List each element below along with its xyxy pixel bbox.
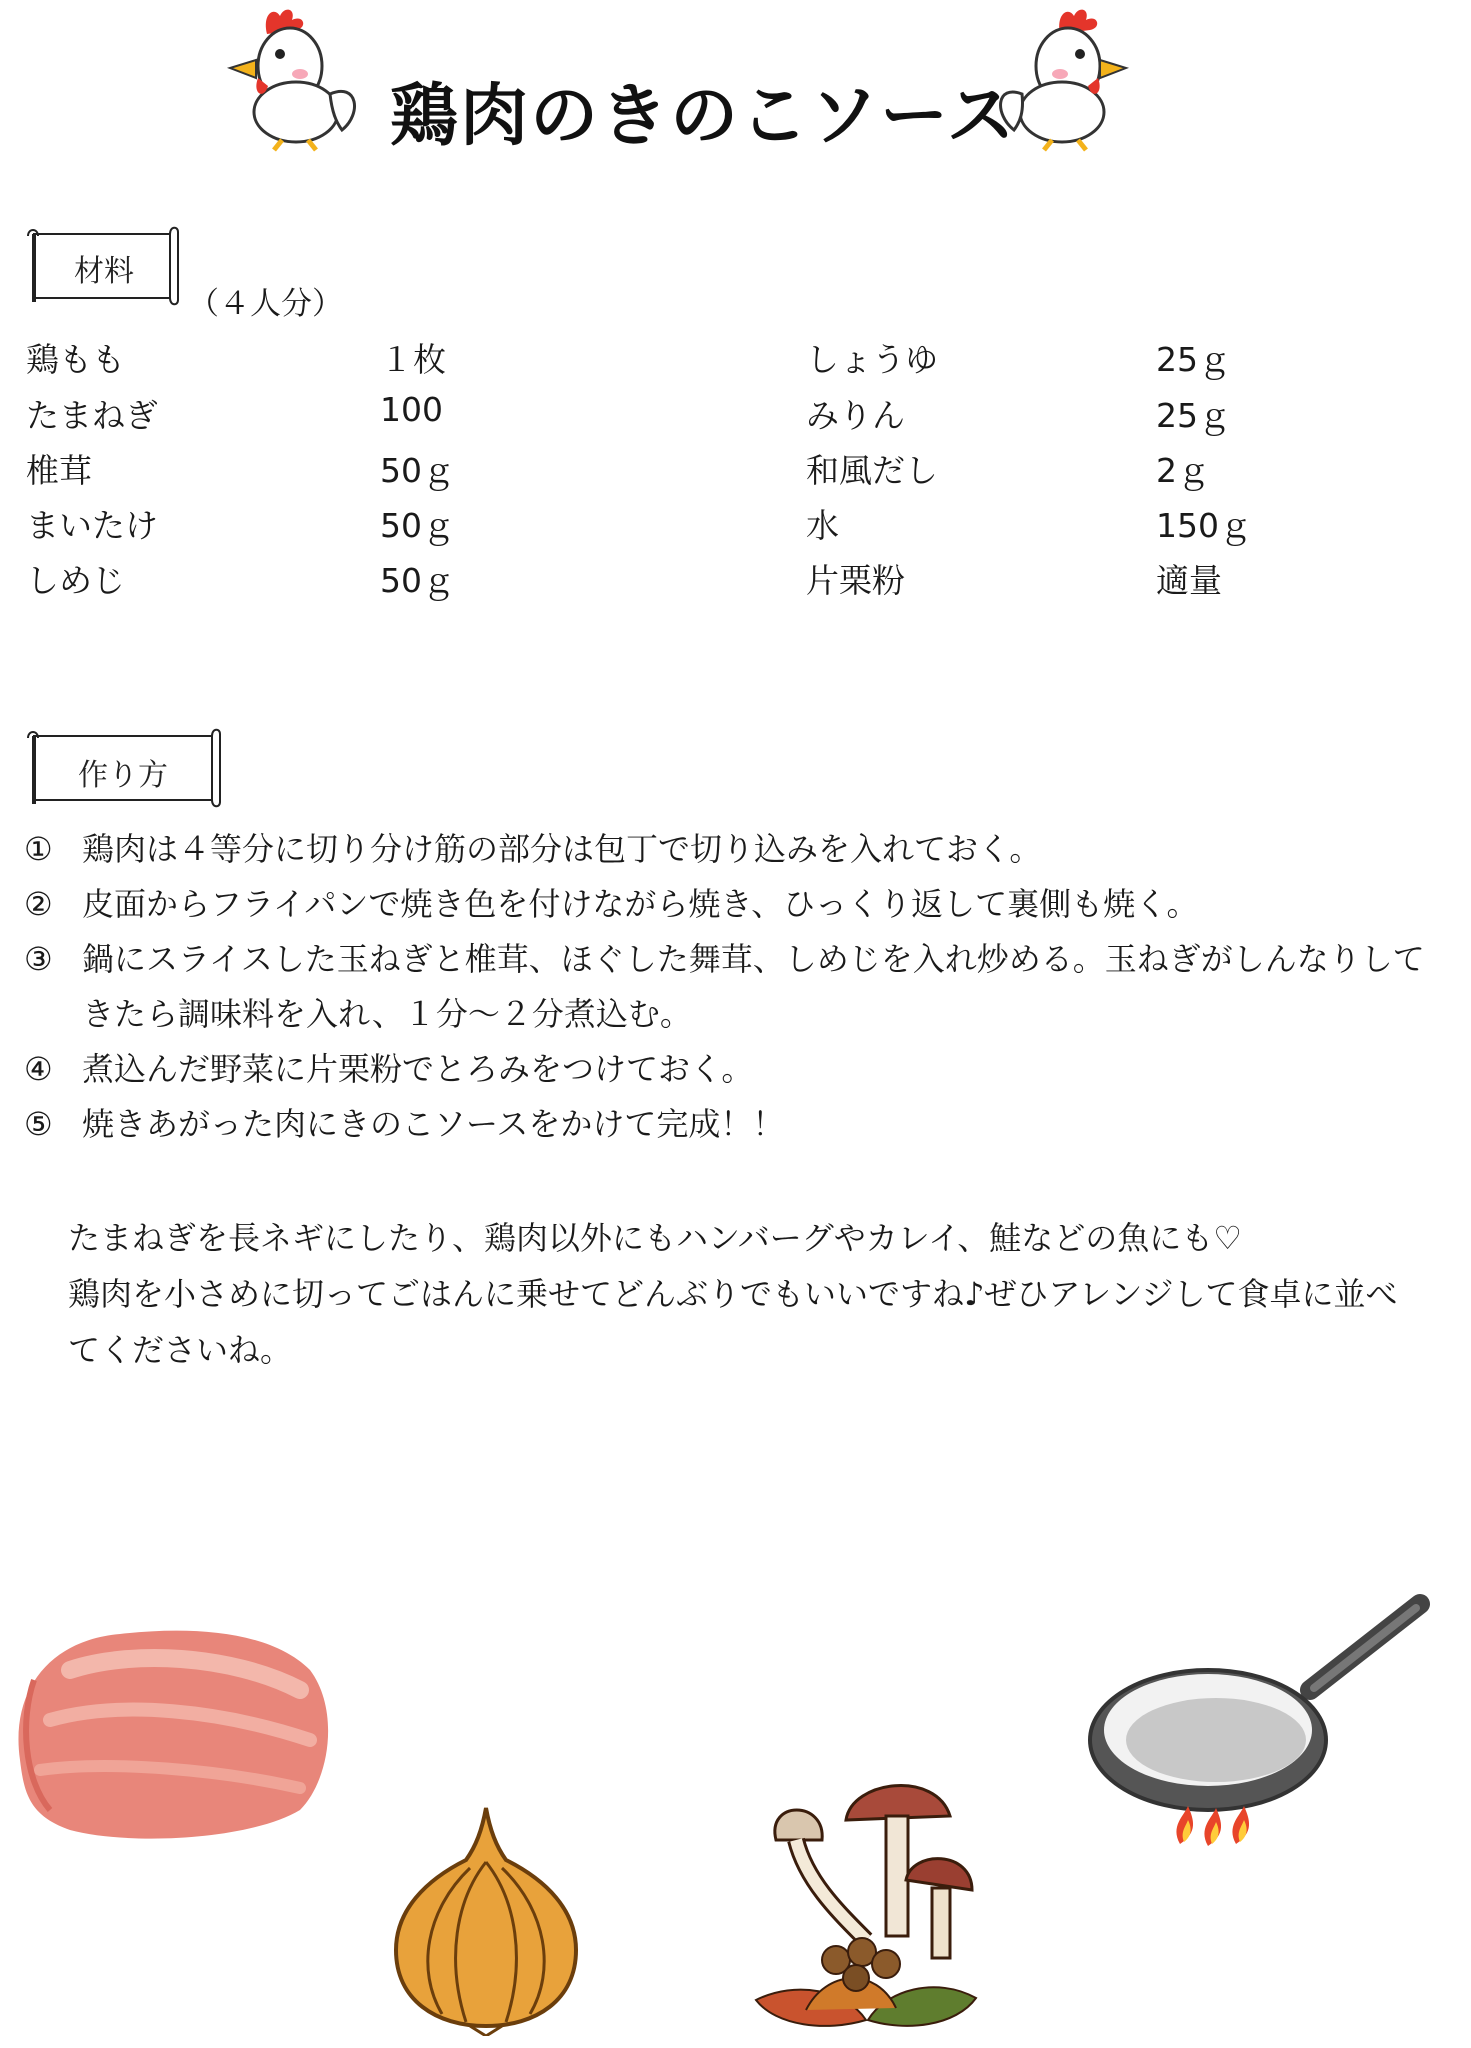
- ingredient-name: 和風だし: [806, 451, 938, 490]
- ingredient-amount: １枚: [380, 340, 446, 379]
- ingredient-amount: 2ｇ: [1156, 451, 1210, 490]
- step-number: ⑤: [24, 1105, 53, 1143]
- step-item: [24, 1042, 1454, 1097]
- ingredient-amount: 25ｇ: [1156, 340, 1231, 379]
- steps-list: [24, 822, 1454, 1152]
- mushrooms-icon: [736, 1770, 998, 2040]
- ingredient-amount: 50ｇ: [380, 451, 455, 490]
- step-text: 焼きあがった肉にきのこソースをかけて完成！！: [82, 1105, 785, 1143]
- step-text: 煮込んだ野菜に片栗粉でとろみをつけておく。: [82, 1050, 754, 1088]
- step-number: ①: [24, 830, 53, 868]
- note-line: たまねぎを長ネギにしたり、鶏肉以外にもハンバーグやカレイ、鮭などの魚にも♡: [68, 1219, 1242, 1257]
- ingredient-amount: 100: [380, 390, 443, 429]
- step-text: 鶏肉は４等分に切り分け筋の部分は包丁で切り込みを入れておく。: [82, 830, 1042, 868]
- note-line: てくださいね。: [68, 1331, 293, 1369]
- ingredient-name: 水: [806, 506, 839, 545]
- ingredient-amount: 50ｇ: [380, 561, 455, 600]
- step-item: [24, 932, 1454, 1042]
- ingredient-name: みりん: [806, 396, 905, 435]
- ingredient-name: たまねぎ: [26, 396, 158, 435]
- page-title: 鶏肉のきのこソース: [390, 77, 1017, 156]
- servings: （４人分）: [188, 286, 343, 322]
- ingredient-amount: 適量: [1156, 561, 1222, 600]
- step-number: ②: [24, 885, 53, 923]
- ingredient-name: 椎茸: [26, 451, 92, 490]
- method-header: [24, 728, 222, 810]
- step-text: 皮面からフライパンで焼き色を付けながら焼き、ひっくり返して裏側も焼く。: [82, 885, 1199, 923]
- ingredient-amount: 150ｇ: [1156, 506, 1252, 545]
- method-label: 作り方: [78, 758, 168, 793]
- step-number: ④: [24, 1050, 53, 1088]
- note-line: 鶏肉を小さめに切ってごはんに乗せてどんぶりでもいいですね♪ぜひアレンジして食卓に並べ: [68, 1275, 1398, 1313]
- ingredient-amount: 50ｇ: [380, 506, 455, 545]
- ingredient-name: まいたけ: [26, 506, 158, 545]
- onion-icon: [386, 1800, 586, 2036]
- step-number: ③: [24, 940, 53, 978]
- ingredient-name: しめじ: [26, 561, 125, 600]
- step-item: [24, 1097, 1454, 1152]
- ingredient-amount: 25ｇ: [1156, 396, 1231, 435]
- frying-pan-icon: [1080, 1580, 1440, 1870]
- raw-chicken-meat-icon: [10, 1610, 340, 1850]
- ingredients-header: [24, 226, 180, 308]
- step-item: [24, 877, 1454, 932]
- chicken-mascot-left: [212, 4, 372, 152]
- ingredient-name: 片栗粉: [806, 561, 905, 600]
- ingredients-label: 材料: [74, 254, 134, 289]
- arrangement-note: [68, 1210, 1448, 1378]
- ingredient-name: 鶏もも: [26, 340, 125, 379]
- step-item: [24, 822, 1454, 877]
- step-text: 鍋にスライスした玉ねぎと椎茸、ほぐした舞茸、しめじを入れ炒める。玉ねぎがしんなりしてきたら調味料を入れ、１分～２分煮込む。: [82, 940, 1425, 1033]
- ingredient-name: しょうゆ: [806, 340, 938, 379]
